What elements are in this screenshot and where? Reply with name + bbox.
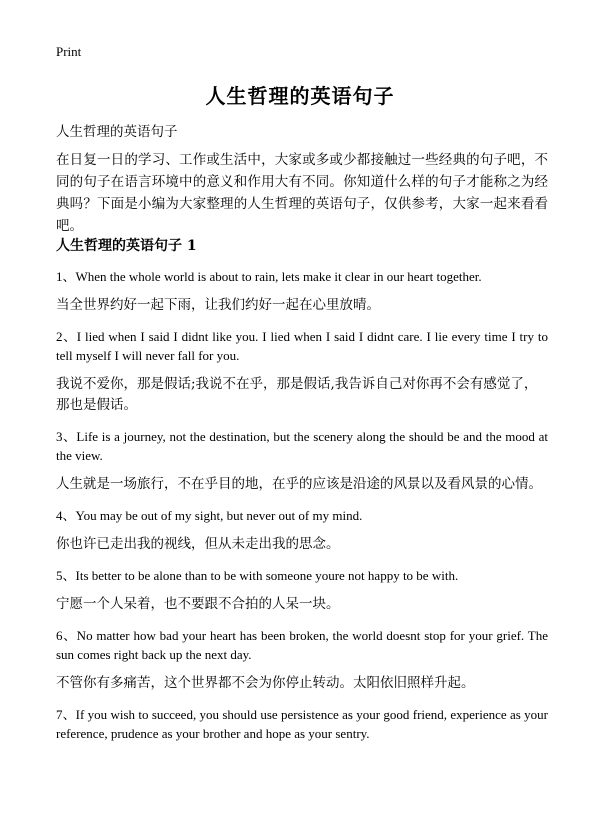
sentence-item bbox=[56, 506, 548, 555]
sentence-english: 3、Life is a journey, not the destination, but the scenery along the should be and the mood at the view. bbox=[56, 429, 548, 463]
document-subtitle: 人生哲理的英语句子 bbox=[56, 124, 178, 140]
sentence-english: 6、No matter how bad your heart has been broken, the world doesnt stop for your grief. The sun comes right back up the next day. bbox=[56, 628, 548, 662]
sentence-chinese: 不管你有多痛苦，这个世界都不会为你停止转动。太阳依旧照样升起。 bbox=[56, 675, 475, 691]
intro-paragraph: 在日复一日的学习、工作或生活中，大家或多或少都接触过一些经典的句子吧，不同的句子在语言环境中的意义和作用大有不同。你知道什么样的句子才能称之为经典吗？下面是小编为大家整理的人生哲理的英语句子，仅供参考，大家一起来看看吧。 bbox=[56, 152, 548, 234]
sentence-english: 2、I lied when I said I didnt like you. I lied when I said I didnt care. I lie every time I try to tell myself I will never fall for you. bbox=[56, 329, 548, 363]
sentence-chinese: 我说不爱你，那是假话;我说不在乎，那是假话,我告诉自己对你再不会有感觉了，那也是假话。 bbox=[56, 376, 538, 413]
section-heading: 人生哲理的英语句子 1 bbox=[56, 238, 197, 254]
sentence-chinese: 当全世界约好一起下雨，让我们约好一起在心里放晴。 bbox=[56, 297, 380, 313]
sentence-item bbox=[56, 267, 548, 316]
sentence-chinese: 宁愿一个人呆着，也不要跟不合拍的人呆一块。 bbox=[56, 596, 340, 612]
document-title: 人生哲理的英语句子 bbox=[205, 84, 395, 108]
sentence-english: 1、When the whole world is about to rain, lets make it clear in our heart together. bbox=[56, 269, 482, 284]
sentence-chinese: 你也许已走出我的视线，但从未走出我的思念。 bbox=[56, 536, 340, 552]
sentence-item bbox=[56, 327, 548, 416]
sentence-item bbox=[56, 427, 548, 495]
sentence-english: 5、Its better to be alone than to be with someone youre not happy to be with. bbox=[56, 568, 459, 583]
sentence-item bbox=[56, 566, 548, 615]
sentence-chinese: 人生就是一场旅行，不在乎目的地，在乎的应该是沿途的风景以及看风景的心情。 bbox=[56, 476, 542, 492]
sentence-list bbox=[56, 267, 548, 754]
sentence-english: 7、If you wish to succeed, you should use persistence as your good friend, experience as your reference, prudence as your brother and hope as your sentry. bbox=[56, 707, 548, 741]
sentence-item bbox=[56, 705, 548, 743]
print-link[interactable]: Print bbox=[56, 44, 82, 59]
sentence-item bbox=[56, 626, 548, 694]
sentence-english: 4、You may be out of my sight, but never out of my mind. bbox=[56, 508, 363, 523]
